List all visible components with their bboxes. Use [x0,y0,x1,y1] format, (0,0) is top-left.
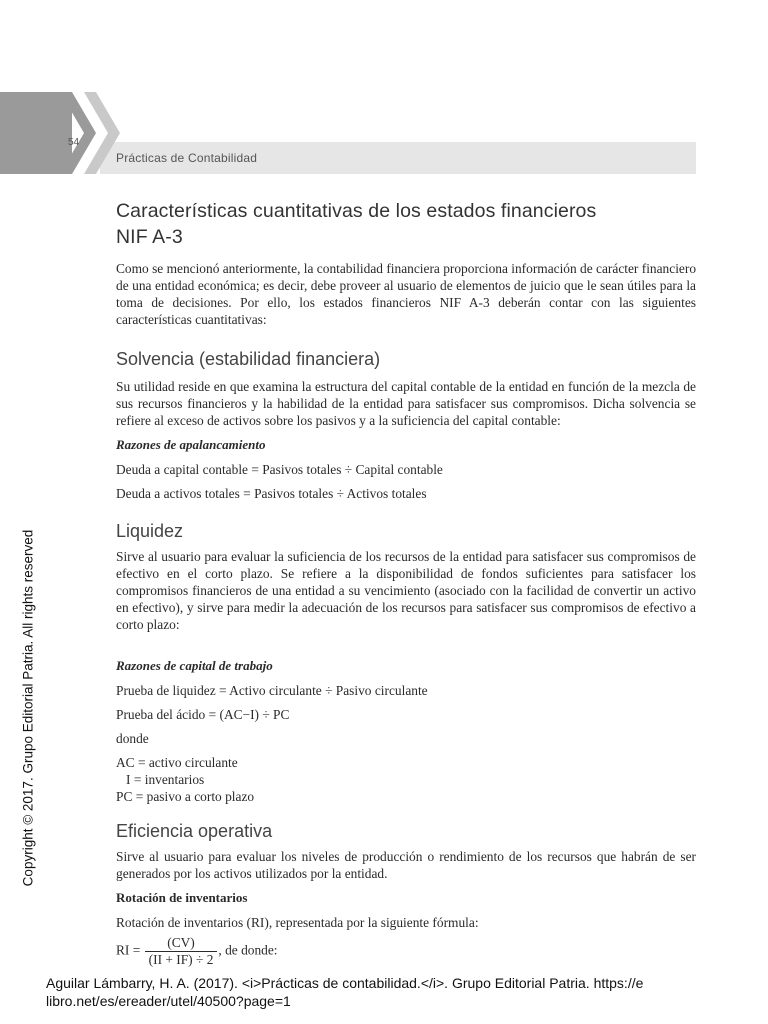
formula-ri-tail: , de donde: [218,942,278,958]
liquidez-paragraph: Sirve al usuario para evaluar la suficiencia de los recursos de la entidad para satisfacer sus compromisos de efectivo en el corto plazo. Se refiere a la disponibilidad de fondos suficientes para satisfacer los compromisos financieros de una entidad a su vencimiento (asociado con la facilidad de convertir un activo en efectivo), y sirve para medir la adecuación de los recursos para satisfacer sus compromisos de efectivo a corto plazo: [116,549,696,632]
page-title-line1: Características cuantitativas de los estados financieros [116,200,597,222]
section-heading-eficiencia: Eficiencia operativa [116,821,273,841]
formula-prueba-liquidez: Prueba de liquidez = Activo circulante ÷ Pasivo circulante [116,683,428,698]
formula-deuda-capital: Deuda a capital contable = Pasivos totales ÷ Capital contable [116,462,443,477]
donde-label: donde [116,731,149,746]
intro-paragraph: Como se mencionó anteriormente, la contabilidad financiera proporciona información de carácter financiero de una entidad económica; es decir, debe proveer al usuario de elementos de juicio que le sean útiles para la toma de decisiones. Por ello, los estados financieros NIF A-3 deberán contar con las siguientes características cuantitativas: [116,261,697,327]
header-band [0,92,696,174]
page-title-line2: NIF A-3 [116,226,183,248]
eficiencia-paragraph: Sirve al usuario para evaluar los niveles de producción o rendimiento de los recursos que habrán de ser generados por los activos utilizados por la entidad. [116,849,696,881]
formula-ri [116,935,696,968]
copyright-notice: Copyright © 2017. Grupo Editorial Patria. All rights reserved [20,529,36,887]
formula-ri-denominator: (II + IF) ÷ 2 [148,952,214,967]
formula-ri-numerator: (CV) [145,935,218,952]
running-head: Prácticas de Contabilidad [116,151,258,165]
formula-ri-lhs: RI = [116,942,141,958]
page-number: 54 [68,137,80,148]
definition-ac: AC = activo circulante [116,755,238,770]
formula-intro: Rotación de inventarios (RI), representada por la siguiente fórmula: [116,915,479,930]
section-heading-liquidez: Liquidez [116,521,184,541]
citation-line1: Aguilar Lámbarry, H. A. (2017). <i>Prácticas de contabilidad.</i>. Grupo Editorial Patria. https://e [46,975,644,991]
formula-deuda-activos: Deuda a activos totales = Pasivos totales ÷ Activos totales [116,486,427,501]
section-heading-solvencia: Solvencia (estabilidad financiera) [116,349,381,369]
citation-footer [46,974,726,1010]
page-content [116,198,696,968]
header-chevron-shape [0,92,120,174]
citation-line2[interactable]: libro.net/es/ereader/utel/40500?page=1 [46,993,291,1009]
solvencia-paragraph: Su utilidad reside en que examina la estructura del capital contable de la entidad en función de la mezcla de sus recursos financieros y la habilidad de la entidad para satisfacer sus compromisos. Dicha solvencia se refiere al exceso de activos sobre los pasivos y a la suficiencia del capital contable: [116,379,696,428]
definition-pc: PC = pasivo a corto plazo [116,789,255,804]
formula-ri-fraction [145,935,218,968]
subheading-apalancamiento: Razones de apalancamiento [116,437,266,452]
definitions-list [116,754,696,805]
subheading-rotacion: Rotación de inventarios [116,890,248,905]
subheading-capital-trabajo: Razones de capital de trabajo [116,658,273,673]
formula-prueba-acido: Prueba del ácido = (AC−I) ÷ PC [116,707,290,722]
page-title [116,198,696,250]
definition-i: I = inventarios [116,772,205,787]
